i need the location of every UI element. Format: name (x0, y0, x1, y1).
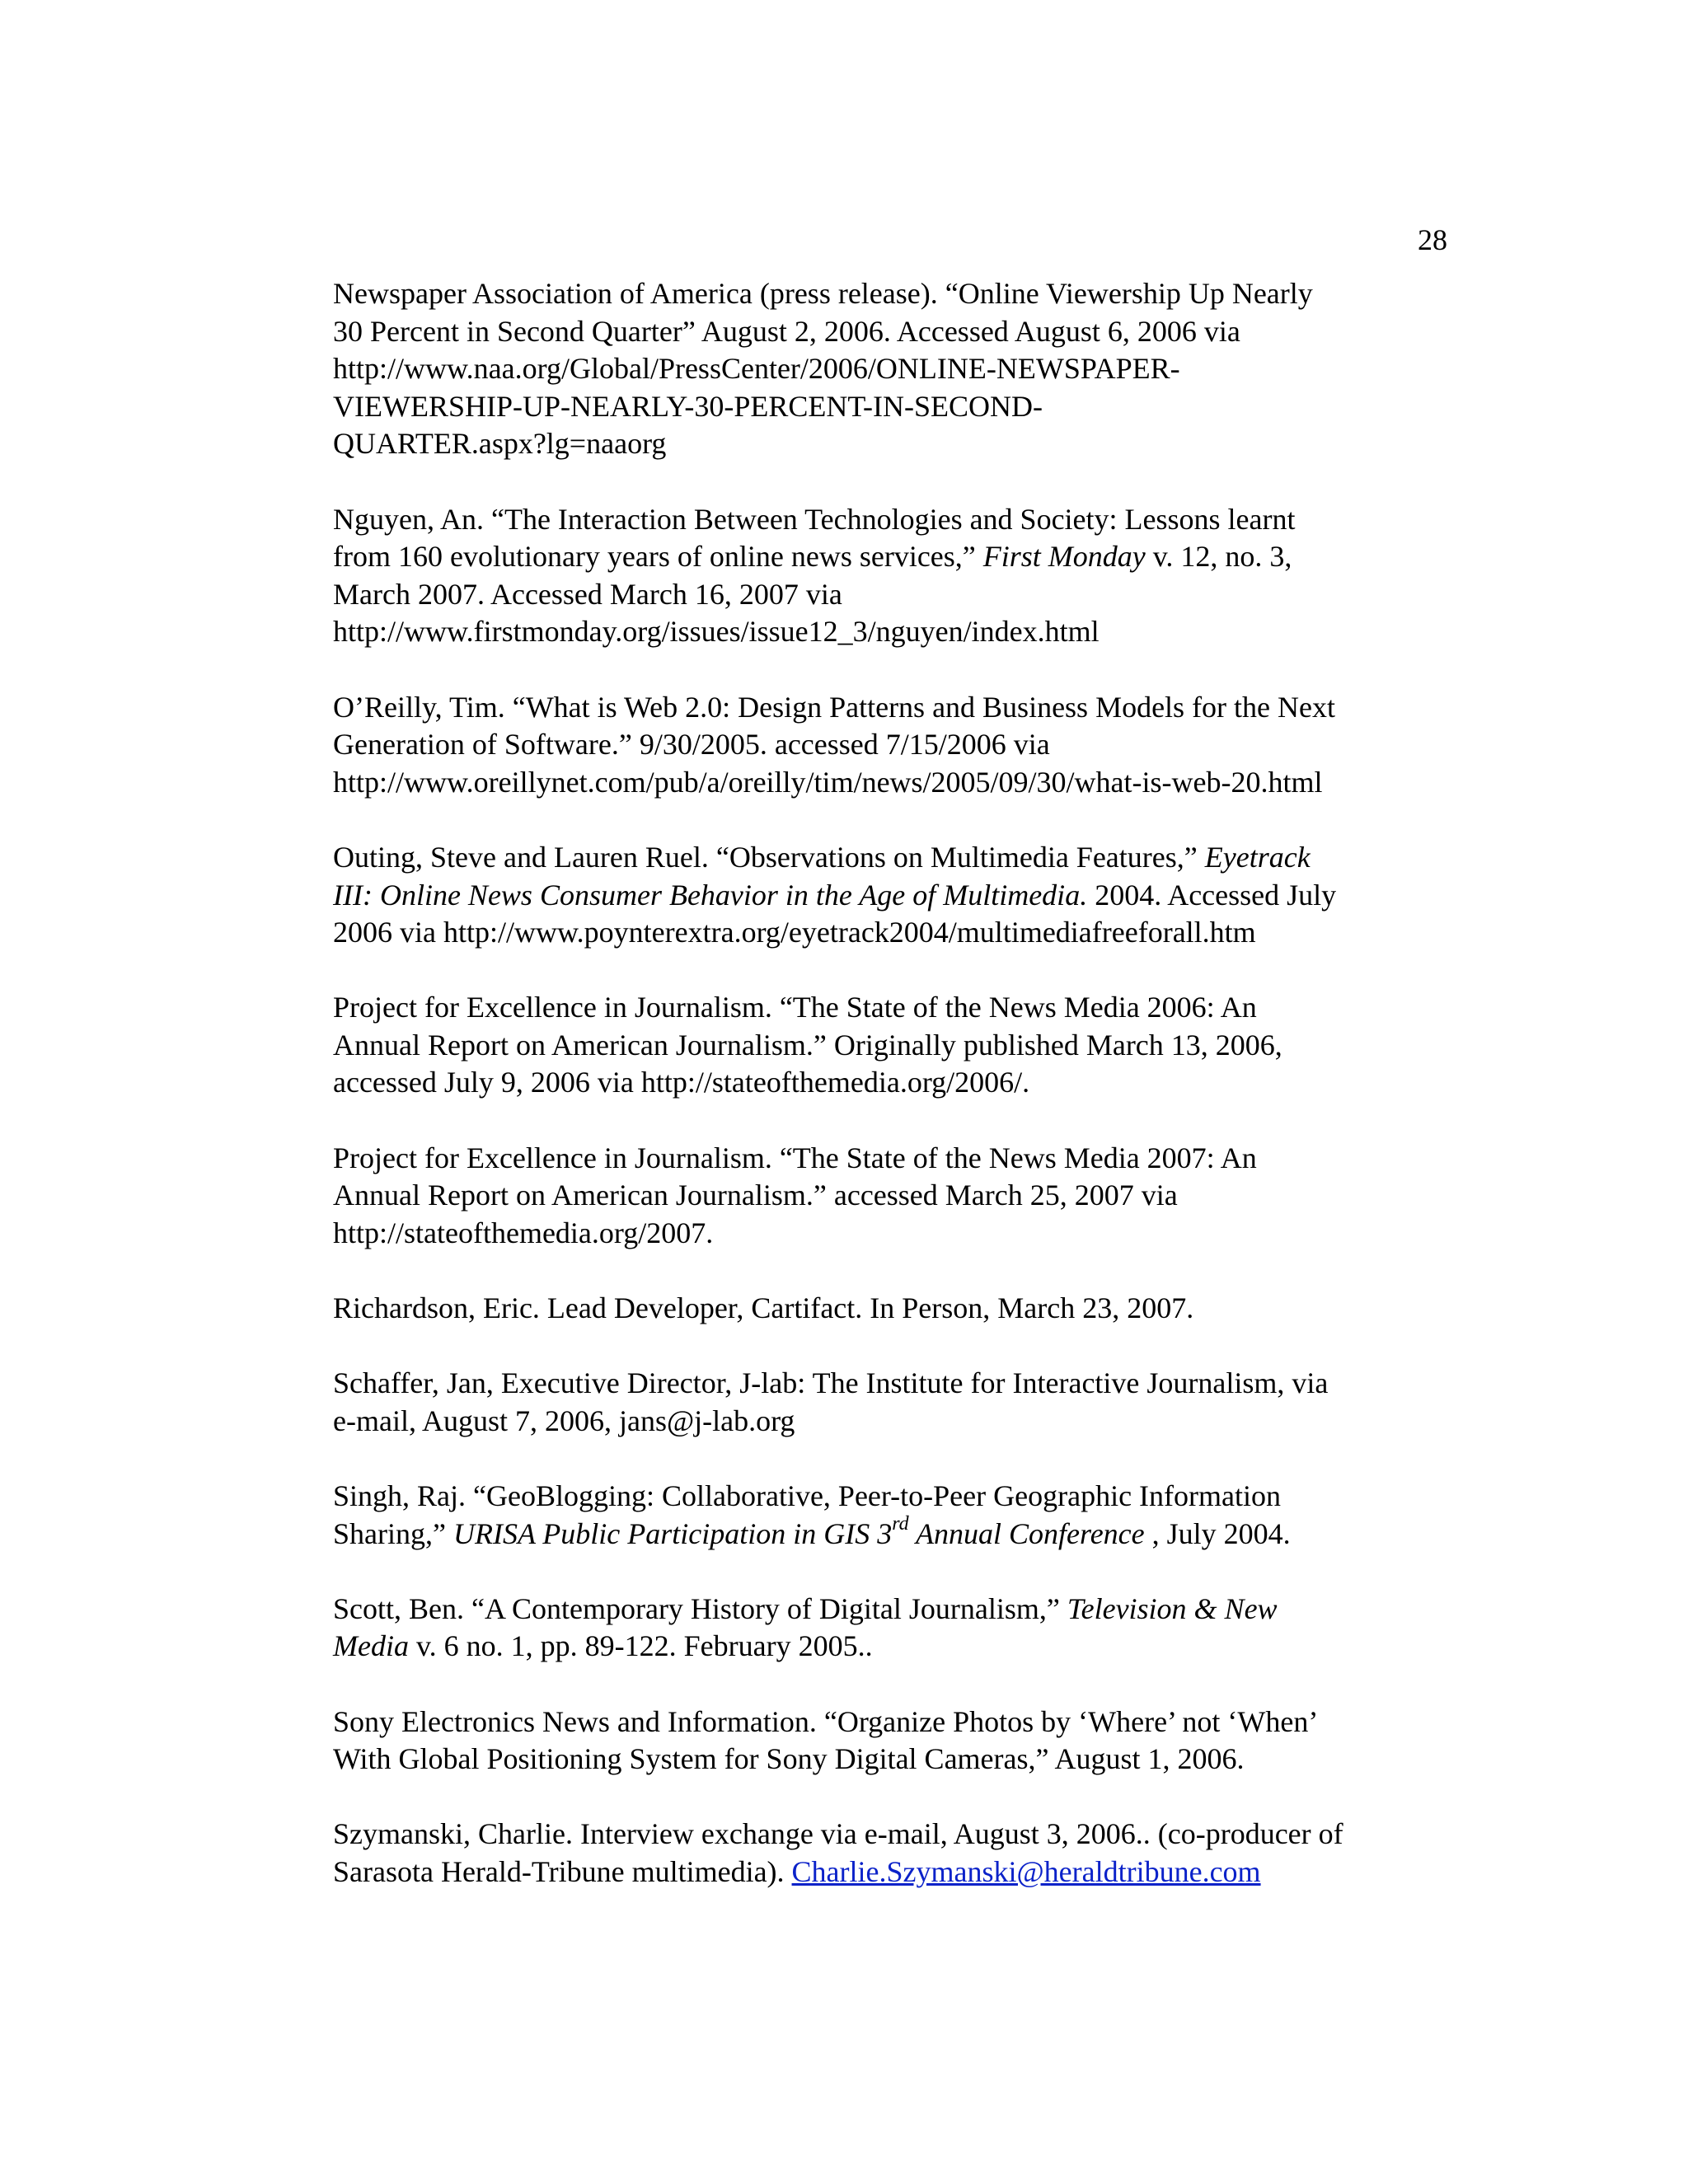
reference-line: March 2007. Accessed March 16, 2007 via (333, 577, 842, 611)
conference-title (452, 1512, 1145, 1550)
reference-entry-szymanski (333, 1816, 1454, 1891)
reference-line (333, 1854, 1454, 1891)
reference-line: Singh, Raj. “GeoBlogging: Collaborative, Peer-to-Peer Geographic Information (333, 1479, 1281, 1512)
publication-title: Eyetrack (1204, 840, 1311, 874)
reference-list (333, 275, 1454, 1929)
reference-line (333, 1512, 1454, 1554)
reference-line: VIEWERSHIP-UP-NEARLY-30-PERCENT-IN-SECOND- (333, 389, 1043, 423)
reference-text: v. 6 no. 1, pp. 89-122. February 2005.. (408, 1629, 873, 1663)
reference-text: Sharing,” (333, 1516, 453, 1550)
reference-line: Nguyen, An. “The Interaction Between Technologies and Society: Lessons learnt (333, 502, 1296, 536)
reference-entry-naa (333, 275, 1454, 463)
reference-entry-schaffer (333, 1365, 1454, 1440)
reference-line: O’Reilly, Tim. “What is Web 2.0: Design Patterns and Business Models for the Next (333, 690, 1336, 724)
reference-line: accessed July 9, 2006 via http://stateofthemedia.org/2006/. (333, 1066, 1030, 1099)
journal-title: Television & New (1067, 1591, 1278, 1625)
reference-line: Sony Electronics News and Information. “Organize Photos by ‘Where’ not ‘When’ (333, 1704, 1319, 1738)
reference-line: http://www.firstmonday.org/issues/issue12_3/nguyen/index.html (333, 615, 1100, 649)
reference-entry-scott (333, 1591, 1454, 1666)
reference-entry-richardson (333, 1290, 1454, 1328)
conference-title-part: Annual Conference (908, 1516, 1145, 1550)
reference-line: Project for Excellence in Journalism. “The State of the News Media 2006: An (333, 991, 1257, 1024)
reference-line (333, 538, 1454, 576)
reference-line: Szymanski, Charlie. Interview exchange via e-mail, August 3, 2006.. (co-producer of (333, 1817, 1343, 1851)
reference-line: Project for Excellence in Journalism. “The State of the News Media 2007: An (333, 1141, 1257, 1174)
page-number: 28 (1418, 223, 1447, 256)
conference-title-part: URISA Public Participation in GIS 3 (452, 1516, 893, 1550)
reference-entry-singh (333, 1478, 1454, 1553)
reference-line: Schaffer, Jan, Executive Director, J-lab: The Institute for Interactive Journalism, via (333, 1366, 1329, 1400)
reference-entry-pej-2007 (333, 1140, 1454, 1253)
reference-line (333, 877, 1454, 915)
email-link[interactable]: Charlie.Szymanski@heraldtribune.com (791, 1854, 1261, 1888)
reference-line: 2006 via http://www.poynterextra.org/eyetrack2004/multimediafreeforall.htm (333, 916, 1256, 949)
reference-text: Sarasota Herald-Tribune multimedia). (333, 1854, 792, 1888)
reference-entry-pej-2006 (333, 989, 1454, 1102)
reference-line: http://www.naa.org/Global/PressCenter/2006/ONLINE-NEWSPAPER- (333, 352, 1180, 386)
journal-title: Media (333, 1629, 409, 1663)
reference-text: v. 12, no. 3, (1145, 540, 1292, 574)
reference-line: e-mail, August 7, 2006, jans@j-lab.org (333, 1404, 795, 1437)
reference-line: http://stateofthemedia.org/2007. (333, 1216, 714, 1249)
reference-line: Annual Report on American Journalism.” Originally published March 13, 2006, (333, 1028, 1282, 1062)
reference-line (333, 839, 1454, 877)
reference-line: Generation of Software.” 9/30/2005. accessed 7/15/2006 via (333, 728, 1050, 762)
reference-entry-outing (333, 839, 1454, 952)
reference-entry-nguyen (333, 501, 1454, 651)
reference-text: , July 2004. (1144, 1516, 1291, 1550)
publication-title: III: Online News Consumer Behavior in the Age of Multimedia. (333, 878, 1088, 912)
reference-line: QUARTER.aspx?lg=naaorg (333, 427, 667, 461)
reference-line: http://www.oreillynet.com/pub/a/oreilly/tim/news/2005/09/30/what-is-web-20.html (333, 765, 1323, 799)
reference-line: With Global Positioning System for Sony Digital Cameras,” August 1, 2006. (333, 1742, 1245, 1776)
ordinal-suffix: rd (892, 1512, 909, 1535)
reference-line: Annual Report on American Journalism.” accessed March 25, 2007 via (333, 1179, 1178, 1212)
reference-text: Scott, Ben. “A Contemporary History of Digital Journalism,” (333, 1591, 1067, 1625)
reference-line: Newspaper Association of America (press release). “Online Viewership Up Nearly (333, 277, 1313, 310)
reference-text: 2004. Accessed July (1087, 878, 1337, 912)
reference-entry-oreilly (333, 689, 1454, 802)
reference-line (333, 1628, 1454, 1666)
reference-text: from 160 evolutionary years of online news services,” (333, 540, 983, 574)
reference-line: 30 Percent in Second Quarter” August 2, 2006. Accessed August 6, 2006 via (333, 314, 1240, 348)
reference-line (333, 1591, 1454, 1629)
reference-entry-sony (333, 1704, 1454, 1779)
reference-text: Outing, Steve and Lauren Ruel. “Observations on Multimedia Features,” (333, 840, 1205, 874)
reference-line: Richardson, Eric. Lead Developer, Cartifact. In Person, March 23, 2007. (333, 1291, 1194, 1325)
journal-title: First Monday (982, 540, 1146, 574)
